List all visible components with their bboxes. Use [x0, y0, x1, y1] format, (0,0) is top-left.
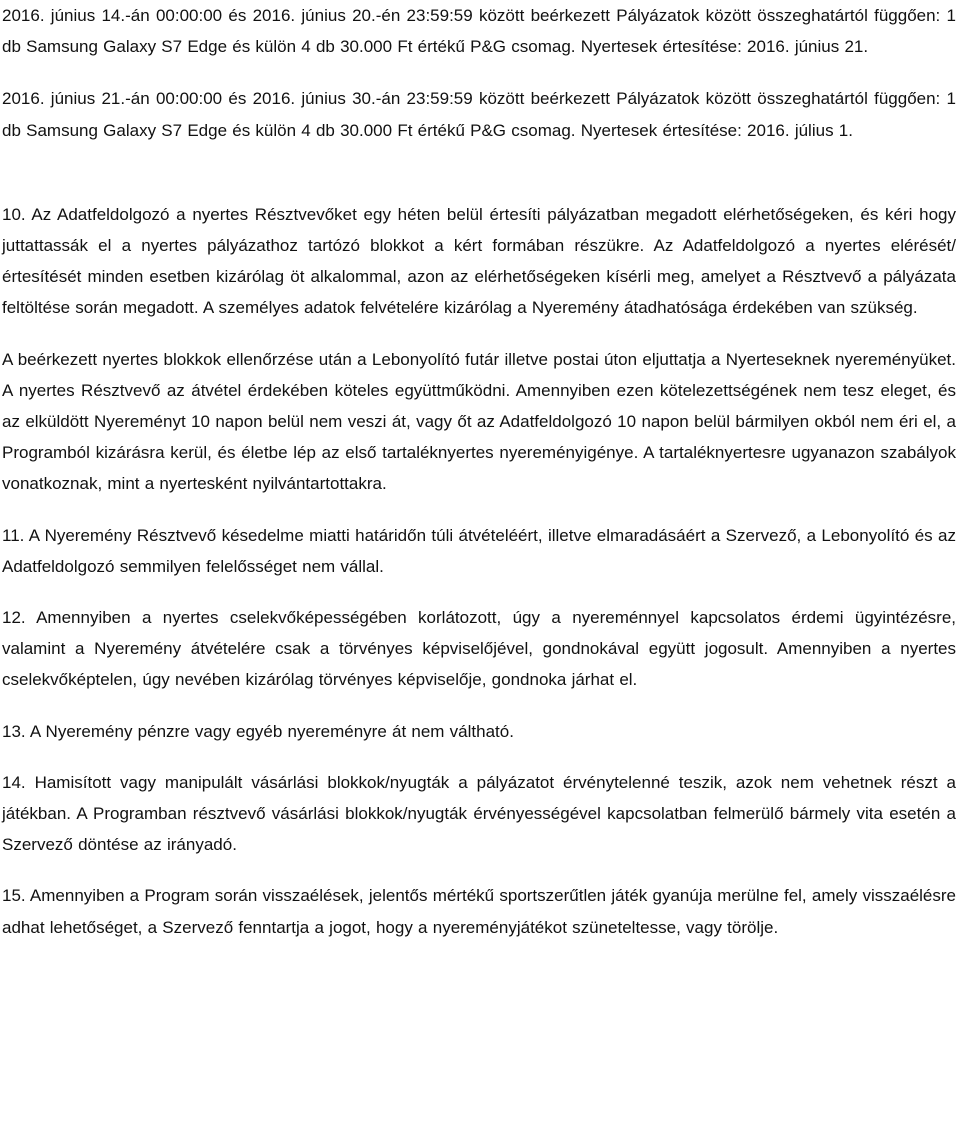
section-11-paragraph: 11. A Nyeremény Résztvevő késedelme miatti határidőn túli átvételéért, illetve elmaradásáért a Szervező, a Lebonyolító és az Adatfeldolgozó semmilyen felelősséget nem vállal. [2, 525, 956, 576]
section-12-paragraph: 12. Amennyiben a nyertes cselekvőképességében korlátozott, úgy a nyereménnyel kapcsolatos érdemi ügyintézésre, valamint a Nyeremény átvételére csak a törvényes képviselőjével, gondnokával együtt jogosult. Amennyiben a nyertes cselekvőképtelen, úgy nevében kizárólag törvényes képviselője, gondnoka járhat el. [2, 608, 956, 690]
prize-period-1-paragraph: 2016. június 14.-án 00:00:00 és 2016. június 20.-én 23:59:59 között beérkezett Pályázatok között összeghatártól függően: 1 db Samsung Galaxy S7 Edge és külön 4 db 30.000 Ft értékű P&G csomag. Nyertesek értesítése: 2016. június 21. [2, 6, 956, 57]
section-15-paragraph: 15. Amennyiben a Program során visszaélések, jelentős mértékű sportszerűtlen játék gyanúja merülne fel, amely visszaélésre adhat lehetőséget, a Szervező fenntartja a jogot, hogy a nyereményjátékot szüneteltesse, vagy törölje. [2, 886, 956, 937]
prize-period-2-paragraph: 2016. június 21.-án 00:00:00 és 2016. június 30.-án 23:59:59 között beérkezett Pályázatok között összeghatártól függően: 1 db Samsung Galaxy S7 Edge és külön 4 db 30.000 Ft értékű P&G csomag. Nyertesek értesítése: 2016. július 1. [2, 89, 956, 140]
section-10-paragraph: 10. Az Adatfeldolgozó a nyertes Résztvevőket egy héten belül értesíti pályázatban megadott elérhetőségeken, és kéri hogy juttattassák el a nyertes pályázathoz tartózó blokkot a kért formában részükre. Az Adatfeldolgozó a nyertes elérését/értesítését minden esetben kizárólag öt alkalommal, azon az elérhetőségeken kísérli meg, amelyet a Résztvevő a pályázata feltöltése során megadott. A személyes adatok felvételére kizárólag a Nyeremény átadhatósága érdekében van szükség. [2, 204, 956, 318]
section-10-delivery-paragraph: A beérkezett nyertes blokkok ellenőrzése után a Lebonyolító futár illetve postai úton eljuttatja a Nyerteseknek nyereményüket. A nyertes Résztvevő az átvétel érdekében köteles együttműködni. Amennyiben ezen kötelezettségének nem tesz eleget, és az elküldött Nyereményt 10 napon belül nem veszi át, vagy őt az Adatfeldolgozó 10 napon belül bármilyen okból nem éri el, a Programból kizárásra kerül, és életbe lép az első tartaléknyertes nyereményigénye. A tartaléknyertesre ugyanazon szabályok vonatkoznak, mint a nyertesként nyilvántartottakra. [2, 349, 956, 494]
document-page [2, 0, 956, 943]
section-13-paragraph: 13. A Nyeremény pénzre vagy egyéb nyereményre át nem váltható. [2, 721, 514, 741]
section-14-paragraph: 14. Hamisított vagy manipulált vásárlási blokkok/nyugták a pályázatot érvénytelenné teszik, azok nem vehetnek részt a játékban. A Programban résztvevő vásárlási blokkok/nyugták érvényességével kapcsolatban felmerülő bármely vita esetén a Szervező döntése az irányadó. [2, 772, 956, 855]
